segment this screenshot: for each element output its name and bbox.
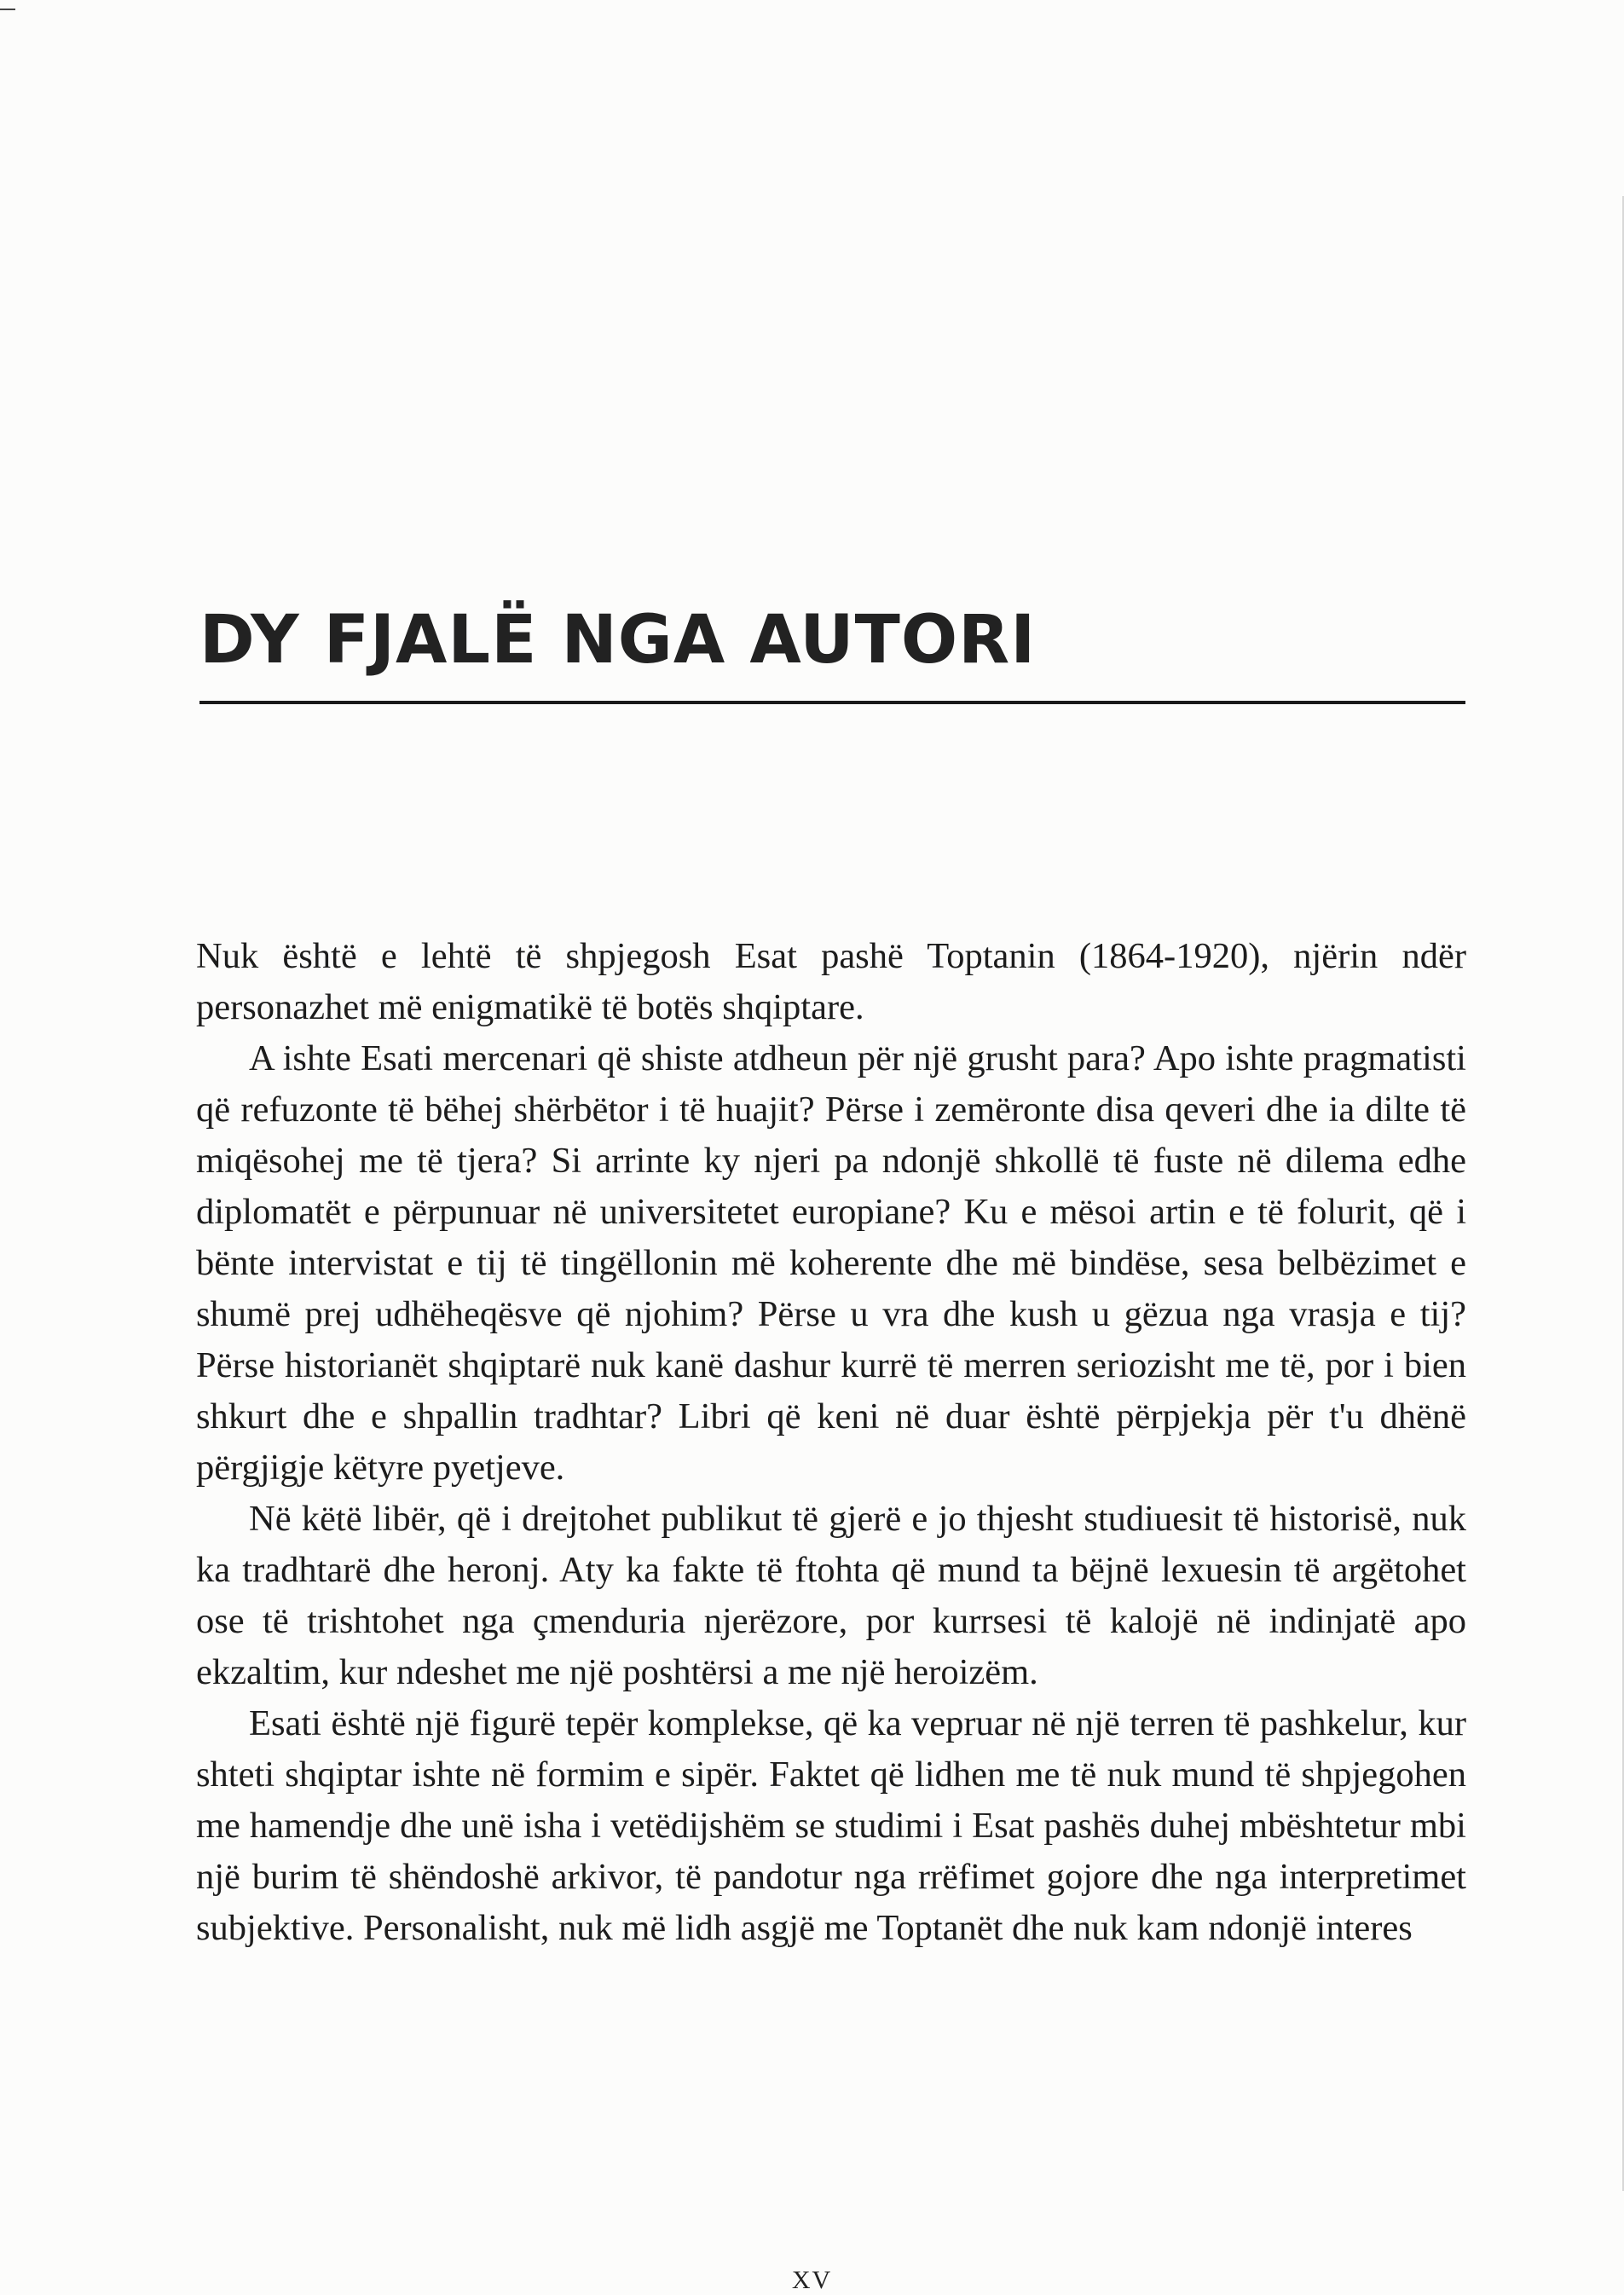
page-number: XV — [791, 2266, 833, 2294]
paragraph-2: A ishte Esati mercenari që shiste atdheun për një grusht para? Apo ishte pragmatisti që refuzonte të bëhej shërbëtor i të huajit? Përse i zemëronte disa qeveri dhe ia dilte të miqësohej me të tjera? Si arrinte ky njeri pa ndonjë shkollë të fuste në dilema edhe diplomatët e përpunuar në universitetet europiane? Ku e mësoi artin e të folurit, që i bënte intervistat e tij të tingëllonin më koherente dhe më bindëse, sesa belbëzimet e shumë prej udhëheqësve që njohim? Përse u vra dhe kush u gëzua nga vrasja e tij? Përse historianët shqiptarë nuk kanë dashur kurrë të merren seriozisht me të, por i bien shkurt dhe e shpallin tradhtar? Libri që keni në duar është përpjekja për t'u dhënë përgjigje këtyre pyetjeve. — [196, 1038, 1466, 1488]
body-text — [196, 931, 1466, 1954]
chapter-title: DY FJALË NGA AUTORI — [199, 602, 1037, 679]
paragraph-1: Nuk është e lehtë të shpjegosh Esat pashë Toptanin (1864-1920), njërin ndër personazhet më enigmatikë të botës shqiptare. — [196, 936, 1466, 1027]
title-underline-rule — [199, 701, 1465, 704]
scan-corner-mark — [0, 9, 15, 10]
paragraph-3: Në këtë libër, që i drejtohet publikut të gjerë e jo thjesht studiuesit të historisë, nuk ka tradhtarë dhe heronj. Aty ka fakte të ftohta që mund ta bëjnë lexuesin të argëtohet ose të trishtohet nga çmenduria njerëzore, por kurrsesi të kalojë në indinjatë apo ekzaltim, kur ndeshet me një poshtërsi a me një heroizëm. — [196, 1499, 1466, 1692]
paragraph-4: Esati është një figurë tepër komplekse, që ka vepruar në një terren të pashkelur, kur shteti shqiptar ishte në formim e sipër. Faktet që lidhen me të nuk mund të shpjegohen me hamendje dhe unë isha i vetëdijshëm se studimi i Esat pashës duhej mbështetur mbi një burim të shëndoshë arkivor, të pandotur nga rrëfimet gojore dhe nga interpretimet subjektive. Personalisht, nuk më lidh asgjë me Toptanët dhe nuk kam ndonjë interes — [196, 1703, 1466, 1948]
